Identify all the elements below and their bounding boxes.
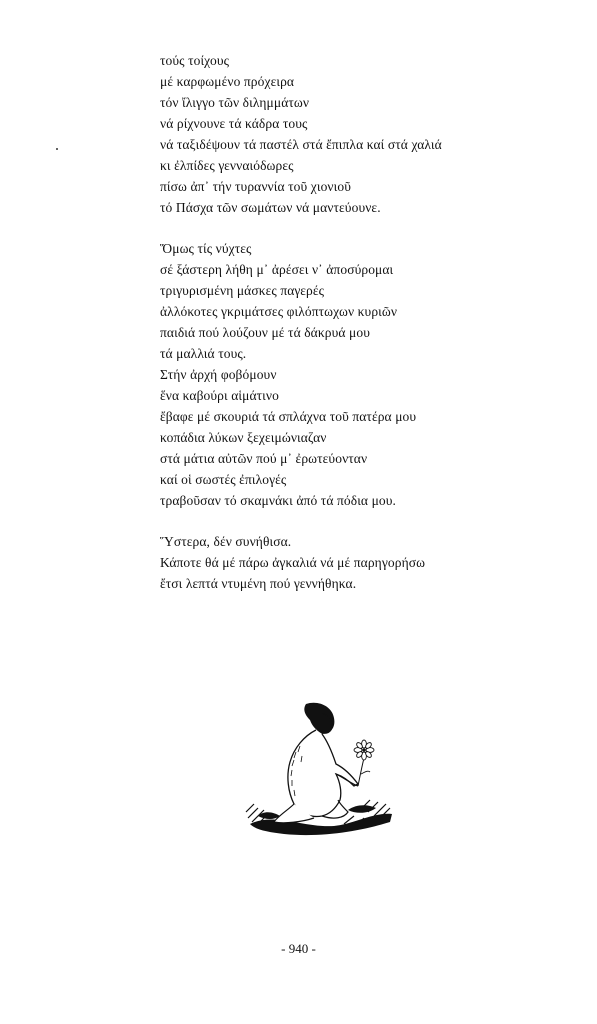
stanza-2 [160,238,580,511]
poem-line: νά ταξιδέψουν τά παστέλ στά ἔπιπλα καί στά χαλιά [160,137,442,152]
poem-line: τά μαλλιά τους. [160,346,247,361]
stanza-1 [160,50,580,218]
poem-line: ἀλλόκοτες γκριμάτσες φιλόπτωχων κυριῶν [160,304,398,319]
stanza-3 [160,531,580,594]
poem-line: κι ἐλπίδες γενναιόδωρες [160,158,294,173]
poem-line: σέ ξάστερη λήθη μ᾿ ἀρέσει ν᾿ ἀποσύρομαι [160,262,394,277]
poem [160,50,580,614]
poem-line: ἕνα καβούρι αἱμάτινο [160,388,279,403]
poem-line: τραβοῦσαν τό σκαμνάκι ἀπό τά πόδια μου. [160,493,397,508]
poem-line: τό Πάσχα τῶν σωμάτων νά μαντεύουνε. [160,200,381,215]
poem-line: κοπάδια λύκων ξεχειμώνιαζαν [160,430,327,445]
seated-woman-with-flower-icon [244,700,394,840]
poem-line: Ὅμως τίς νύχτες [160,241,252,256]
poem-line: τόν ἴλιγγο τῶν διλημμάτων [160,95,310,110]
poem-line: τριγυρισμένη μάσκες παγερές [160,283,325,298]
poem-line: στά μάτια αὐτῶν πού μ᾿ ἐρωτεύονταν [160,451,368,466]
poem-line: ἔτσι λεπτά ντυμένη πού γεννήθηκα. [160,576,357,591]
poem-line: παιδιά πού λούζουν μέ τά δάκρυά μου [160,325,371,340]
page-number: - 940 - [281,941,316,956]
poem-line: τούς τοίχους [160,53,230,68]
ink-speck [56,148,58,150]
poem-line: πίσω ἀπ᾿ τήν τυραννία τοῦ χιονιοῦ [160,179,351,194]
poem-line: Ὕστερα, δέν συνήθισα. [160,534,292,549]
poem-line: καί οἱ σωστές ἐπιλογές [160,472,287,487]
poem-line: ἔβαφε μέ σκουριά τά σπλάχνα τοῦ πατέρα μου [160,409,417,424]
poem-line: Κάποτε θά μέ πάρω ἀγκαλιά νά μέ παρηγορήσω [160,555,426,570]
poem-line: Στήν ἀρχή φοβόμουν [160,367,277,382]
poem-line: μέ καρφωμένο πρόχειρα [160,74,295,89]
poem-line: νά ρίχνουνε τά κάδρα τους [160,116,308,131]
